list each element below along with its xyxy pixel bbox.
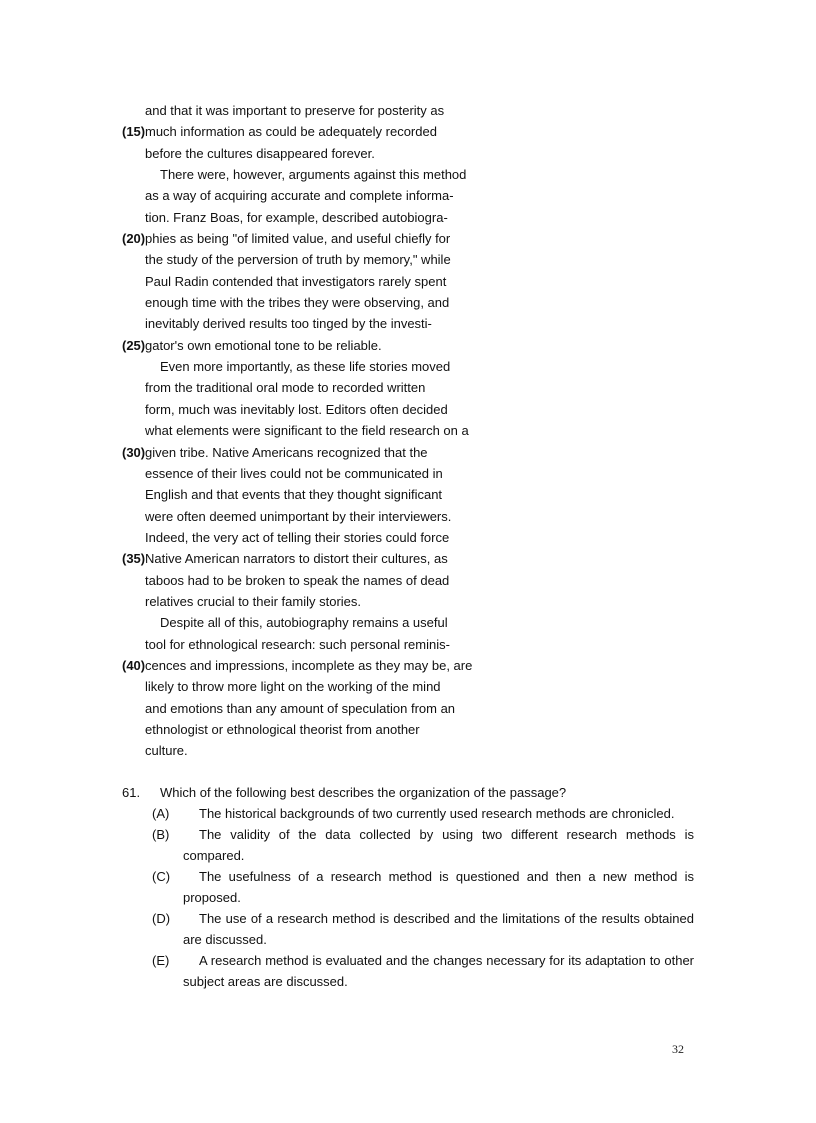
- option-text: The usefulness of a research method is questioned and then a new method is proposed.: [183, 869, 694, 905]
- line-text: Paul Radin contended that investigators rarely spent: [145, 273, 447, 289]
- question-number: 61.: [122, 785, 141, 800]
- line-text: English and that events that they thought significant: [145, 487, 443, 503]
- line-text: were often deemed unimportant by their interviewers.: [145, 508, 452, 524]
- option-letter: (C): [152, 869, 171, 884]
- line-text: what elements were significant to the field research on a: [145, 423, 469, 439]
- line-number: (25): [122, 337, 146, 353]
- passage-line: [122, 292, 542, 313]
- passage-line: [122, 506, 542, 527]
- line-text: enough time with the tribes they were observing, and: [145, 295, 450, 311]
- line-text: given tribe. Native Americans recognized that the: [145, 444, 428, 460]
- line-text: inevitably derived results too tinged by the investi-: [145, 316, 432, 332]
- line-text: and emotions than any amount of speculation from an: [145, 700, 456, 716]
- option-text: The historical backgrounds of two currently used research methods are chronicled.: [199, 806, 675, 821]
- passage-line: [122, 399, 542, 420]
- line-text: There were, however, arguments against this method: [160, 167, 467, 183]
- line-text: Even more importantly, as these life stories moved: [160, 359, 451, 375]
- line-text: much information as could be adequately recorded: [145, 124, 437, 140]
- line-text: taboos had to be broken to speak the names of dead: [145, 572, 450, 588]
- line-text: tool for ethnological research: such personal reminis-: [145, 636, 450, 652]
- passage-line: [122, 356, 542, 377]
- passage-line: [122, 527, 542, 548]
- passage-line: [122, 719, 542, 740]
- passage-line: [122, 249, 542, 270]
- passage-line: [122, 442, 542, 463]
- line-text: likely to throw more light on the working of the mind: [145, 679, 441, 695]
- line-text: gator's own emotional tone to be reliable.: [145, 337, 382, 353]
- passage-line: [122, 377, 542, 398]
- line-text: before the cultures disappeared forever.: [145, 145, 375, 161]
- line-text: essence of their lives could not be communicated in: [145, 465, 443, 481]
- question-61: [122, 782, 694, 992]
- answer-option[interactable]: [122, 950, 694, 992]
- passage-line: [122, 484, 542, 505]
- passage-line: [122, 164, 542, 185]
- passage-line: [122, 420, 542, 441]
- passage-line: [122, 740, 542, 761]
- option-letter: (E): [152, 953, 170, 968]
- passage-line: [122, 335, 542, 356]
- option-letter: (B): [152, 827, 170, 842]
- passage-line: [122, 634, 542, 655]
- line-text: tion. Franz Boas, for example, described autobiogra-: [145, 209, 448, 225]
- line-text: Indeed, the very act of telling their stories could force: [145, 529, 450, 545]
- answer-option[interactable]: [122, 908, 694, 950]
- passage-line: [122, 100, 542, 121]
- option-text: The validity of the data collected by using two different research methods is compared.: [183, 827, 694, 863]
- line-text: the study of the perversion of truth by memory," while: [145, 252, 451, 268]
- reading-passage: [122, 100, 542, 762]
- line-text: culture.: [145, 743, 188, 759]
- line-text: cences and impressions, incomplete as they may be, are: [145, 657, 473, 673]
- answer-option[interactable]: [122, 866, 694, 908]
- line-text: and that it was important to preserve for posterity as: [145, 103, 445, 118]
- passage-line: [122, 463, 542, 484]
- passage-line: [122, 612, 542, 633]
- line-number: (15): [122, 124, 146, 140]
- answer-option[interactable]: [122, 824, 694, 866]
- passage-line: [122, 676, 542, 697]
- option-letter: (A): [152, 806, 170, 821]
- line-text: phies as being "of limited value, and useful chiefly for: [145, 231, 451, 247]
- passage-line: [122, 548, 542, 569]
- page-number: 32: [672, 1042, 684, 1056]
- passage-line: [122, 655, 542, 676]
- line-text: Despite all of this, autobiography remains a useful: [160, 615, 448, 631]
- line-number: (30): [122, 444, 146, 460]
- line-text: as a way of acquiring accurate and complete informa-: [145, 188, 454, 204]
- passage-line: [122, 591, 542, 612]
- line-text: ethnologist or ethnological theorist from another: [145, 721, 420, 737]
- line-text: Native American narrators to distort their cultures, as: [145, 551, 448, 567]
- line-number: (35): [122, 551, 146, 567]
- passage-line: [122, 185, 542, 206]
- question-text: Which of the following best describes the organization of the passage?: [160, 785, 567, 800]
- answer-option[interactable]: [122, 803, 694, 824]
- option-text: The use of a research method is described and the limitations of the results obtained are discussed.: [183, 911, 694, 947]
- passage-line: [122, 228, 542, 249]
- line-text: from the traditional oral mode to recorded written: [145, 380, 426, 396]
- line-number: (20): [122, 231, 146, 247]
- passage-line: [122, 143, 542, 164]
- passage-line: [122, 698, 542, 719]
- question-stem: [122, 782, 694, 803]
- passage-line: [122, 313, 542, 334]
- option-text: A research method is evaluated and the changes necessary for its adaptation to other subject areas are discussed.: [183, 953, 694, 989]
- passage-line: [122, 271, 542, 292]
- line-text: form, much was inevitably lost. Editors often decided: [145, 401, 448, 417]
- option-letter: (D): [152, 911, 171, 926]
- passage-line: [122, 570, 542, 591]
- passage-line: [122, 121, 542, 142]
- answer-options: [122, 803, 694, 992]
- line-number: (40): [122, 657, 146, 673]
- line-text: relatives crucial to their family stories.: [145, 593, 362, 609]
- passage-line: [122, 207, 542, 228]
